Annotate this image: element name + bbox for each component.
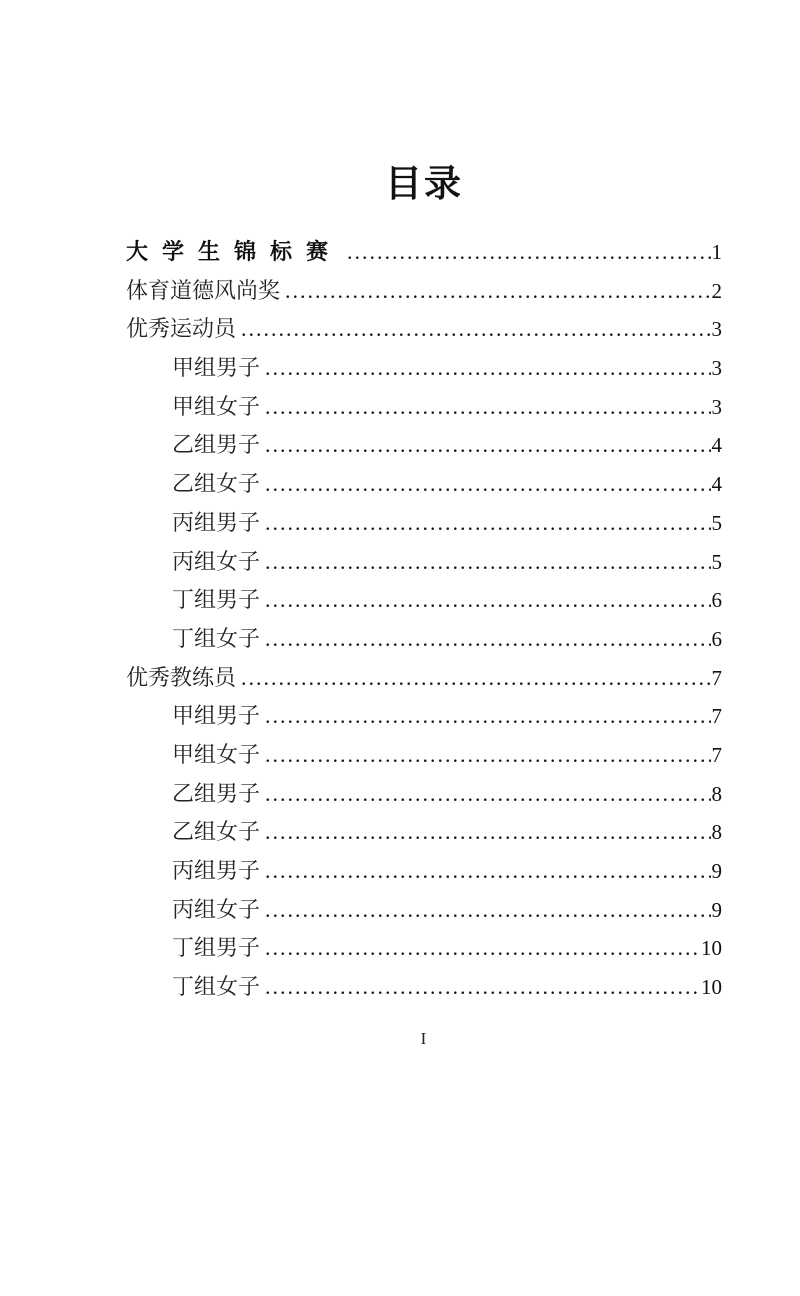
toc-dot-leader (265, 349, 710, 388)
toc-entry-page-number: 3 (711, 356, 722, 381)
toc-entry-page-number: 4 (711, 472, 722, 497)
toc-dot-leader (265, 929, 700, 968)
toc-entry-label: 丙组女子 (172, 896, 261, 922)
toc-entry-page-number: 5 (711, 510, 722, 535)
toc-dot-leader (265, 968, 700, 1007)
footer-page-number: I (420, 1028, 428, 1048)
toc-entry[interactable] (126, 775, 722, 814)
toc-dot-leader (265, 504, 710, 543)
toc-entry[interactable] (126, 388, 722, 427)
toc-entry-label: 大学生锦标赛 (126, 239, 343, 264)
toc-entry-label: 丁组男子 (172, 587, 261, 613)
toc-entry-label: 优秀教练员 (126, 664, 237, 690)
toc-dot-leader (265, 581, 710, 620)
toc-entry[interactable] (126, 736, 722, 775)
toc-entry-label: 丙组女子 (172, 548, 261, 574)
toc-entry[interactable] (126, 659, 722, 698)
toc-entry-page-number: 8 (711, 781, 722, 806)
toc-dot-leader (265, 426, 710, 465)
toc-entry[interactable] (126, 543, 722, 582)
toc-dot-leader (347, 233, 710, 272)
toc-entry-label: 丙组男子 (172, 509, 261, 535)
toc-entry-page-number: 8 (711, 820, 722, 845)
toc-list (126, 233, 722, 1007)
toc-dot-leader (265, 852, 710, 891)
toc-dot-leader (265, 620, 710, 659)
toc-entry-page-number: 3 (711, 317, 722, 342)
toc-entry-page-number: 4 (711, 433, 722, 458)
toc-entry[interactable] (126, 852, 722, 891)
toc-entry[interactable] (126, 310, 722, 349)
toc-entry[interactable] (126, 813, 722, 852)
toc-entry-label: 丁组男子 (172, 935, 261, 961)
toc-entry-label: 甲组女子 (172, 393, 261, 419)
toc-entry-label: 丙组男子 (172, 858, 261, 883)
toc-dot-leader (285, 272, 710, 311)
toc-entry-label: 甲组男子 (172, 703, 261, 729)
toc-entry-label: 优秀运动员 (126, 316, 237, 342)
document-page (0, 165, 800, 1296)
toc-dot-leader (265, 736, 710, 775)
toc-dot-leader (265, 465, 710, 504)
toc-entry-label: 甲组女子 (172, 741, 261, 767)
toc-entry[interactable] (126, 504, 722, 543)
toc-entry-label: 乙组男子 (172, 432, 261, 458)
toc-entry-page-number: 1 (711, 240, 722, 264)
toc-entry-label: 体育道德风尚奖 (126, 277, 281, 303)
toc-dot-leader (265, 891, 710, 930)
toc-entry-label: 乙组女子 (172, 819, 261, 845)
toc-entry-label: 乙组男子 (172, 780, 261, 806)
toc-entry-page-number: 7 (711, 742, 722, 767)
toc-entry[interactable] (126, 272, 722, 311)
toc-dot-leader (265, 813, 710, 852)
toc-dot-leader (265, 775, 710, 814)
toc-entry[interactable] (126, 233, 722, 272)
toc-entry-page-number: 5 (711, 549, 722, 574)
toc-entry-page-number: 10 (701, 936, 722, 961)
toc-entry[interactable] (126, 929, 722, 968)
toc-entry-page-number: 9 (711, 897, 722, 922)
toc-entry-page-number: 7 (711, 704, 722, 729)
toc-entry-page-number: 10 (701, 975, 722, 1000)
toc-entry-page-number: 6 (711, 588, 722, 613)
toc-entry[interactable] (126, 581, 722, 620)
toc-entry-page-number: 2 (711, 278, 722, 303)
toc-entry[interactable] (126, 620, 722, 659)
toc-entry-page-number: 7 (711, 665, 722, 690)
toc-entry-label: 甲组男子 (172, 355, 261, 381)
toc-entry[interactable] (126, 426, 722, 465)
toc-entry[interactable] (126, 968, 722, 1007)
page-title: 目录 (385, 164, 463, 205)
toc-entry[interactable] (126, 465, 722, 504)
toc-entry-label: 乙组女子 (172, 471, 261, 497)
toc-dot-leader (241, 310, 710, 349)
toc-entry-page-number: 3 (711, 394, 722, 419)
toc-entry[interactable] (126, 349, 722, 388)
toc-dot-leader (265, 543, 710, 582)
toc-entry-label: 丁组女子 (172, 625, 261, 651)
toc-dot-leader (265, 388, 710, 427)
toc-entry-label: 丁组女子 (172, 974, 261, 1000)
toc-entry[interactable] (126, 891, 722, 930)
toc-dot-leader (241, 659, 710, 698)
toc-dot-leader (265, 697, 710, 736)
toc-entry-page-number: 6 (711, 626, 722, 651)
toc-entry-page-number: 9 (711, 859, 722, 883)
toc-entry[interactable] (126, 697, 722, 736)
